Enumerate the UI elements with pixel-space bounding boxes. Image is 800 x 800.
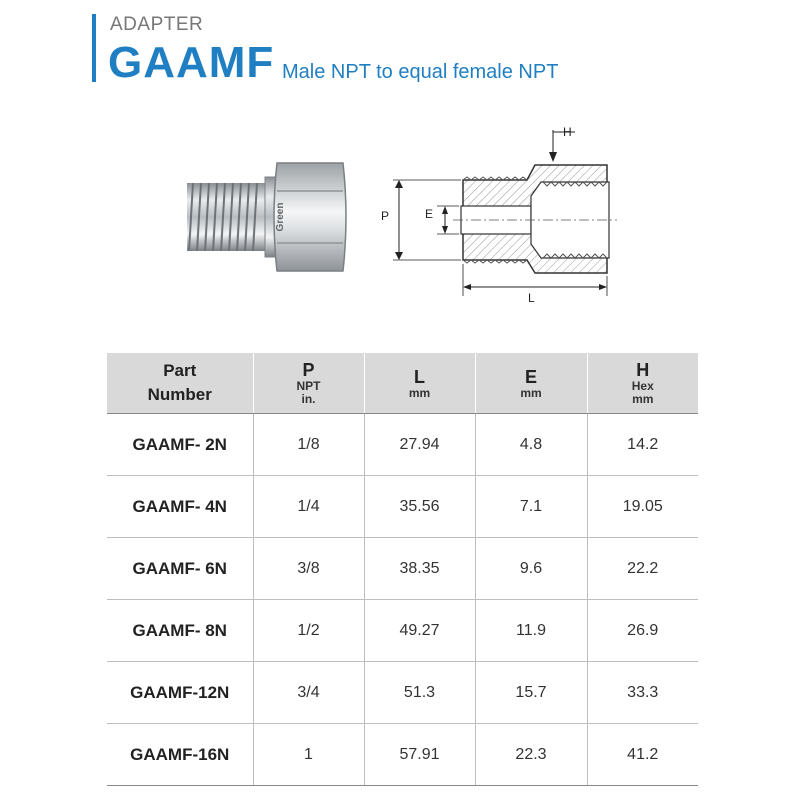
table-row [107, 662, 698, 724]
cell-h: 41.2 [587, 724, 698, 786]
header-p-main: P [302, 360, 315, 380]
cell-h: 33.3 [587, 662, 698, 724]
header-h [587, 353, 698, 414]
header-l [364, 353, 475, 414]
cell-h: 19.05 [587, 476, 698, 538]
header-h-main: H [636, 360, 650, 380]
cell-p: 1/4 [253, 476, 364, 538]
title-accent-bar [92, 14, 96, 82]
cell-part-number: GAAMF- 2N [107, 414, 253, 476]
cell-part-number: GAAMF-12N [107, 662, 253, 724]
cell-part-number: GAAMF- 6N [107, 538, 253, 600]
header-e-sub1: mm [520, 385, 542, 400]
cell-p: 1/2 [253, 600, 364, 662]
header-part-line1: Part [163, 361, 197, 380]
table-row [107, 600, 698, 662]
cell-e: 7.1 [475, 476, 587, 538]
header-l-sub1: mm [408, 385, 431, 400]
model-subtitle: Male NPT to equal female NPT [282, 61, 559, 83]
header-part-number [107, 353, 253, 414]
cell-p: 1 [253, 724, 364, 786]
header-p [253, 353, 364, 414]
header-l-main: L [414, 366, 425, 387]
cell-h: 26.9 [587, 600, 698, 662]
header-e-main: E [524, 366, 537, 387]
cell-l: 35.56 [364, 476, 475, 538]
table-row [107, 414, 698, 476]
cell-e: 11.9 [475, 600, 587, 662]
table-header-row [107, 353, 698, 414]
header-p-sub2: in. [301, 392, 316, 406]
cell-e: 15.7 [475, 662, 587, 724]
cell-part-number: GAAMF- 8N [107, 600, 253, 662]
cell-h: 22.2 [587, 538, 698, 600]
dim-label-e: E [425, 207, 434, 221]
cell-part-number: GAAMF-16N [107, 724, 253, 786]
product-photo [165, 133, 355, 298]
engraving-text: Green [275, 202, 286, 232]
dim-label-p: P [381, 209, 390, 223]
header-h-sub1: Hex [631, 379, 654, 393]
cell-l: 38.35 [364, 538, 475, 600]
cell-l: 49.27 [364, 600, 475, 662]
cell-p: 3/4 [253, 662, 364, 724]
cell-l: 51.3 [364, 662, 475, 724]
cell-e: 4.8 [475, 414, 587, 476]
cell-e: 9.6 [475, 538, 587, 600]
header-h-sub2: mm [632, 392, 654, 406]
spec-table [107, 353, 698, 786]
table-row [107, 724, 698, 786]
table-row [107, 476, 698, 538]
cell-p: 1/8 [253, 414, 364, 476]
male-thread [187, 183, 267, 251]
cell-e: 22.3 [475, 724, 587, 786]
dim-label-h: H [563, 125, 572, 139]
cell-l: 57.91 [364, 724, 475, 786]
header-p-sub1: NPT [296, 379, 321, 393]
header-part-line2: Number [147, 385, 212, 404]
cell-l: 27.94 [364, 414, 475, 476]
cell-part-number: GAAMF- 4N [107, 476, 253, 538]
cell-p: 3/8 [253, 538, 364, 600]
dim-label-l: L [528, 291, 535, 305]
model-title: GAAMF [108, 38, 275, 87]
dimension-drawing [375, 120, 625, 310]
table-row [107, 538, 698, 600]
header-e [475, 353, 587, 414]
category-label: ADAPTER [110, 14, 204, 35]
cell-h: 14.2 [587, 414, 698, 476]
